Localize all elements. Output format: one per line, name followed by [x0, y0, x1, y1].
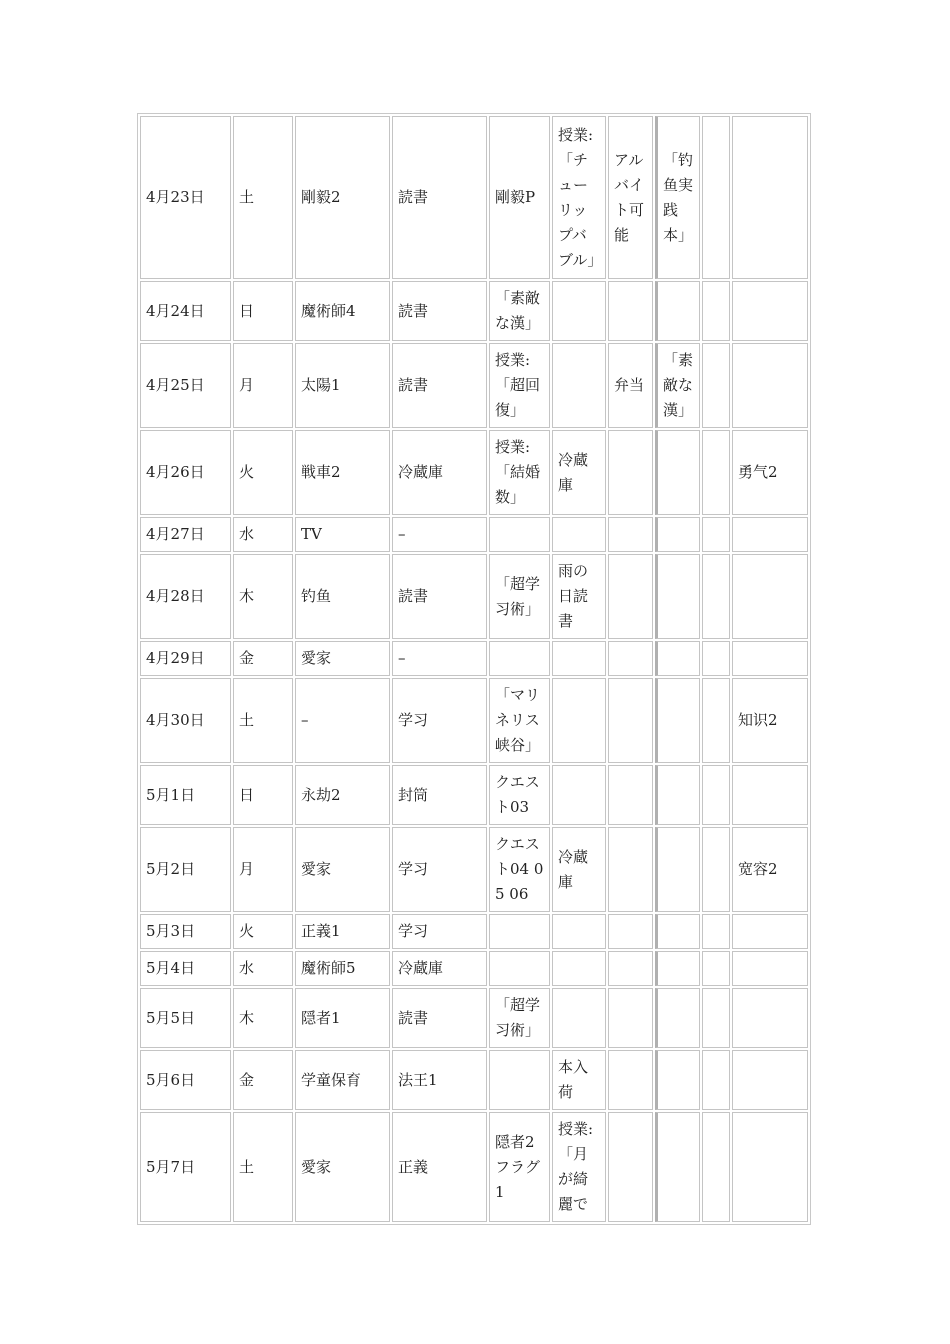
col6-cell: [552, 765, 606, 825]
col3-cell: 钓鱼: [295, 554, 390, 639]
col6-cell: [552, 678, 606, 763]
col10-cell: [732, 554, 808, 639]
table-row: [140, 281, 808, 341]
weekday-cell: 水: [233, 951, 293, 986]
weekday-cell: 土: [233, 678, 293, 763]
col9-cell: [702, 988, 730, 1048]
col4-cell: 正義: [392, 1112, 487, 1222]
col7-cell: [608, 281, 653, 341]
table-row: [140, 1112, 808, 1222]
date-cell: 4月23日: [140, 116, 231, 279]
col6-cell: [552, 641, 606, 676]
col8-cell: [655, 678, 700, 763]
col3-cell: 愛家: [295, 641, 390, 676]
col5-cell: 「素敵な漢」: [489, 281, 550, 341]
col6-cell: 冷蔵庫: [552, 827, 606, 912]
weekday-cell: 金: [233, 641, 293, 676]
date-cell: 4月30日: [140, 678, 231, 763]
col5-cell: [489, 1050, 550, 1110]
col7-cell: アルバイト可能: [608, 116, 653, 279]
col5-cell: [489, 914, 550, 949]
col8-cell: [655, 641, 700, 676]
date-cell: 4月29日: [140, 641, 231, 676]
col5-cell: [489, 517, 550, 552]
col6-cell: [552, 517, 606, 552]
col7-cell: [608, 554, 653, 639]
col3-cell: 戦車2: [295, 430, 390, 515]
col9-cell: [702, 343, 730, 428]
col4-cell: 読書: [392, 281, 487, 341]
col3-cell: 魔術師4: [295, 281, 390, 341]
col6-cell: [552, 988, 606, 1048]
col7-cell: [608, 678, 653, 763]
schedule-table: [137, 113, 811, 1225]
schedule-body: [140, 116, 808, 1222]
date-cell: 5月7日: [140, 1112, 231, 1222]
col9-cell: [702, 678, 730, 763]
col5-cell: 「超学习術」: [489, 988, 550, 1048]
weekday-cell: 金: [233, 1050, 293, 1110]
date-cell: 4月26日: [140, 430, 231, 515]
col3-cell: 愛家: [295, 1112, 390, 1222]
col9-cell: [702, 951, 730, 986]
date-cell: 4月27日: [140, 517, 231, 552]
col7-cell: [608, 1112, 653, 1222]
col3-cell: 太陽1: [295, 343, 390, 428]
col4-cell: 読書: [392, 343, 487, 428]
col9-cell: [702, 1050, 730, 1110]
col5-cell: 授業:「結婚数」: [489, 430, 550, 515]
col5-cell: 隠者2 フラグ1: [489, 1112, 550, 1222]
table-row: [140, 116, 808, 279]
table-row: [140, 951, 808, 986]
col10-cell: 勇气2: [732, 430, 808, 515]
col4-cell: 学习: [392, 914, 487, 949]
col7-cell: 弁当: [608, 343, 653, 428]
col10-cell: [732, 281, 808, 341]
col8-cell: [655, 430, 700, 515]
col5-cell: [489, 641, 550, 676]
col5-cell: クエスト04 05 06: [489, 827, 550, 912]
col3-cell: 愛家: [295, 827, 390, 912]
col10-cell: [732, 343, 808, 428]
col10-cell: [732, 517, 808, 552]
col8-cell: [655, 281, 700, 341]
col10-cell: [732, 914, 808, 949]
table-row: [140, 641, 808, 676]
col8-cell: [655, 827, 700, 912]
col8-cell: [655, 517, 700, 552]
table-row: [140, 1050, 808, 1110]
table-row: [140, 430, 808, 515]
col7-cell: [608, 988, 653, 1048]
col4-cell: 読書: [392, 116, 487, 279]
col7-cell: [608, 951, 653, 986]
col3-cell: 魔術師5: [295, 951, 390, 986]
col9-cell: [702, 517, 730, 552]
col7-cell: [608, 641, 653, 676]
weekday-cell: 木: [233, 988, 293, 1048]
col8-cell: 「素敵な漢」: [655, 343, 700, 428]
col5-cell: クエスト03: [489, 765, 550, 825]
weekday-cell: 木: [233, 554, 293, 639]
col7-cell: [608, 914, 653, 949]
col9-cell: [702, 765, 730, 825]
col9-cell: [702, 281, 730, 341]
col10-cell: [732, 641, 808, 676]
table-row: [140, 554, 808, 639]
col4-cell: 封筒: [392, 765, 487, 825]
weekday-cell: 月: [233, 343, 293, 428]
col4-cell: 冷蔵庫: [392, 951, 487, 986]
col10-cell: [732, 1050, 808, 1110]
date-cell: 5月1日: [140, 765, 231, 825]
weekday-cell: 火: [233, 914, 293, 949]
table-row: [140, 343, 808, 428]
col9-cell: [702, 914, 730, 949]
col9-cell: [702, 430, 730, 515]
col3-cell: 正義1: [295, 914, 390, 949]
weekday-cell: 月: [233, 827, 293, 912]
col3-cell: –: [295, 678, 390, 763]
col8-cell: [655, 1050, 700, 1110]
date-cell: 4月28日: [140, 554, 231, 639]
date-cell: 4月24日: [140, 281, 231, 341]
table-row: [140, 765, 808, 825]
col5-cell: 「マリネリス峡谷」: [489, 678, 550, 763]
col5-cell: 「超学习術」: [489, 554, 550, 639]
date-cell: 4月25日: [140, 343, 231, 428]
col6-cell: [552, 281, 606, 341]
col4-cell: –: [392, 517, 487, 552]
date-cell: 5月5日: [140, 988, 231, 1048]
col10-cell: [732, 988, 808, 1048]
col4-cell: 読書: [392, 554, 487, 639]
col10-cell: 宽容2: [732, 827, 808, 912]
col6-cell: [552, 343, 606, 428]
col10-cell: [732, 116, 808, 279]
table-row: [140, 678, 808, 763]
date-cell: 5月2日: [140, 827, 231, 912]
table-row: [140, 827, 808, 912]
weekday-cell: 火: [233, 430, 293, 515]
col9-cell: [702, 116, 730, 279]
col5-cell: 剛毅P: [489, 116, 550, 279]
col6-cell: 授業:「月が綺麗で: [552, 1112, 606, 1222]
col7-cell: [608, 430, 653, 515]
col5-cell: 授業:「超回復」: [489, 343, 550, 428]
table-row: [140, 914, 808, 949]
col8-cell: [655, 951, 700, 986]
col3-cell: 隠者1: [295, 988, 390, 1048]
date-cell: 5月6日: [140, 1050, 231, 1110]
table-row: [140, 517, 808, 552]
col10-cell: [732, 765, 808, 825]
col7-cell: [608, 827, 653, 912]
col3-cell: 学童保育: [295, 1050, 390, 1110]
col8-cell: [655, 1112, 700, 1222]
col8-cell: [655, 554, 700, 639]
col6-cell: 冷蔵庫: [552, 430, 606, 515]
weekday-cell: 土: [233, 1112, 293, 1222]
weekday-cell: 日: [233, 281, 293, 341]
col3-cell: 剛毅2: [295, 116, 390, 279]
col9-cell: [702, 641, 730, 676]
col8-cell: [655, 914, 700, 949]
col8-cell: [655, 765, 700, 825]
weekday-cell: 水: [233, 517, 293, 552]
col7-cell: [608, 1050, 653, 1110]
col9-cell: [702, 827, 730, 912]
col7-cell: [608, 517, 653, 552]
table-row: [140, 988, 808, 1048]
col4-cell: 読書: [392, 988, 487, 1048]
col8-cell: [655, 988, 700, 1048]
col3-cell: 永劫2: [295, 765, 390, 825]
col10-cell: [732, 1112, 808, 1222]
col4-cell: –: [392, 641, 487, 676]
col10-cell: 知识2: [732, 678, 808, 763]
col10-cell: [732, 951, 808, 986]
col5-cell: [489, 951, 550, 986]
col4-cell: 法王1: [392, 1050, 487, 1110]
col6-cell: 授業:「チューリップバブル」: [552, 116, 606, 279]
col6-cell: [552, 951, 606, 986]
date-cell: 5月4日: [140, 951, 231, 986]
col7-cell: [608, 765, 653, 825]
weekday-cell: 日: [233, 765, 293, 825]
col4-cell: 学习: [392, 678, 487, 763]
col4-cell: 冷蔵庫: [392, 430, 487, 515]
col3-cell: TV: [295, 517, 390, 552]
col6-cell: 本入荷: [552, 1050, 606, 1110]
col6-cell: 雨の日読書: [552, 554, 606, 639]
col6-cell: [552, 914, 606, 949]
col9-cell: [702, 554, 730, 639]
date-cell: 5月3日: [140, 914, 231, 949]
col4-cell: 学习: [392, 827, 487, 912]
col9-cell: [702, 1112, 730, 1222]
weekday-cell: 土: [233, 116, 293, 279]
col8-cell: 「钓鱼実践本」: [655, 116, 700, 279]
